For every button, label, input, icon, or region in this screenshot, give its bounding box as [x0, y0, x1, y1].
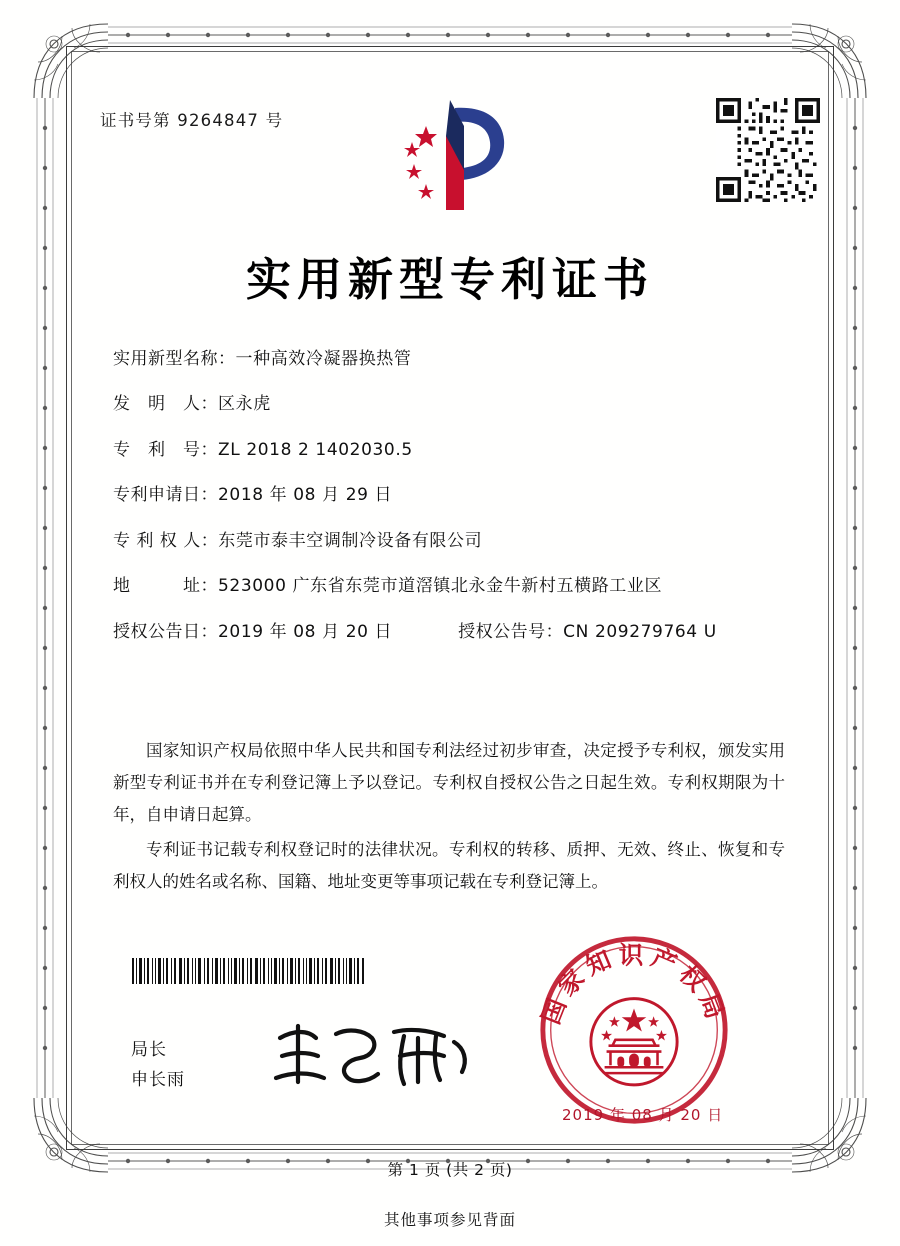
field-label: 地 址：	[113, 576, 218, 597]
field-value: 区永虎	[218, 394, 271, 415]
paragraph-2: 专利证书记载专利权登记时的法律状况。专利权的转移、质押、无效、终止、恢复和专利权人的姓名或名称、国籍、地址变更等事项记载在专利登记簿上。	[113, 839, 785, 891]
page-indicator: 第 1 页 (共 2 页)	[387, 1161, 513, 1179]
grant-number-group	[458, 621, 717, 644]
signature-block	[131, 1036, 185, 1096]
field-row-patentee	[113, 530, 793, 553]
director-name-label: 申长雨	[131, 1069, 185, 1090]
legal-text	[113, 735, 785, 900]
handwritten-signature-icon	[268, 1016, 478, 1094]
director-title-label: 局长	[131, 1040, 167, 1060]
field-row-address	[113, 575, 793, 598]
footer-note: 其他事项参见背面	[383, 1211, 516, 1229]
field-list	[113, 348, 793, 666]
border-corner-top-right	[786, 18, 872, 104]
grant-date-value: 2019 年 08 月 20 日	[218, 621, 393, 642]
field-value: 东莞市泰丰空调制冷设备有限公司	[218, 530, 483, 551]
barcode-icon	[130, 958, 366, 984]
field-label: 专利申请日：	[113, 485, 218, 506]
qr-code-icon	[716, 98, 820, 202]
field-label: 专 利 号：	[113, 439, 218, 460]
page-title: 实用新型专利证书	[245, 253, 654, 306]
grant-number-label: 授权公告号：	[458, 621, 564, 642]
grant-date-group	[113, 621, 392, 644]
cnipa-patent-emblem-icon	[392, 92, 532, 222]
field-label: 实用新型名称：	[113, 349, 236, 369]
field-label: 发 明 人：	[113, 394, 218, 415]
field-row-inventor	[113, 393, 793, 416]
grant-date-label: 授权公告日：	[113, 621, 218, 642]
paragraph-1: 国家知识产权局依照中华人民共和国专利法经过初步审查，决定授予专利权，颁发实用新型专利证书并在专利登记簿上予以登记。专利权自授权公告之日起生效。专利权期限为十年，自申请日起算。	[113, 741, 785, 825]
field-value: 一种高效冷凝器换热管	[235, 349, 412, 369]
field-value: ZL 2018 2 1402030.5	[218, 439, 413, 460]
grant-number-value: CN 209279764 U	[563, 621, 717, 642]
official-seal	[536, 932, 732, 1128]
seal-arc-text: 国家知识产权局	[536, 940, 732, 1029]
field-row-application-date	[113, 484, 793, 507]
field-row-patent-number	[113, 439, 793, 462]
field-row-utility-model-name	[113, 348, 793, 371]
seal-date: 2019 年 08 月 20 日	[562, 1106, 724, 1124]
field-value: 523000 广东省东莞市道滘镇北永金牛新村五横路工业区	[218, 576, 663, 597]
field-value: 2018 年 08 月 29 日	[218, 485, 393, 506]
border-corner-top-left	[28, 18, 114, 104]
field-label: 专 利 权 人：	[113, 530, 219, 551]
tiananmen-emblem-icon	[591, 999, 677, 1085]
border-edge-top	[108, 18, 792, 52]
field-row-grant-publication	[113, 621, 793, 644]
certificate-number: 证书号第 9264847 号	[100, 111, 284, 130]
